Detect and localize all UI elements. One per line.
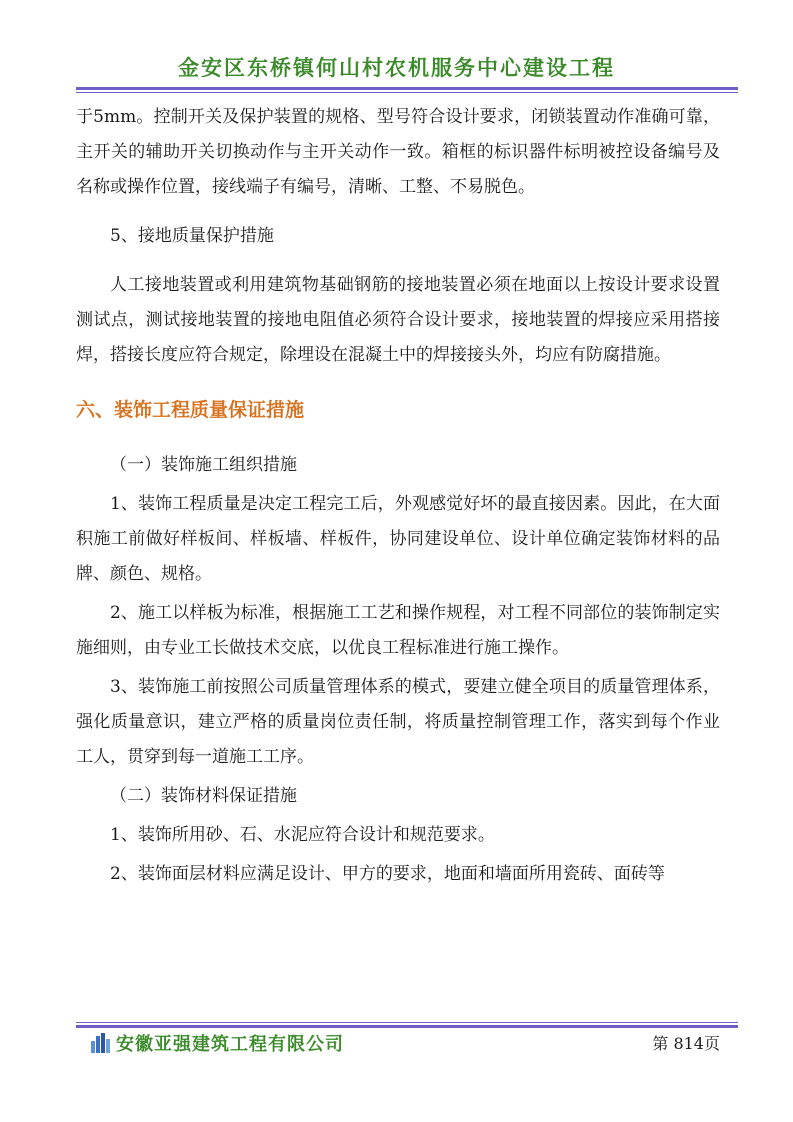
list-item: 2、装饰面层材料应满足设计、甲方的要求，地面和墙面所用瓷砖、面砖等: [110, 864, 665, 884]
footer-rule-thick: [76, 1025, 738, 1028]
header-title: 金安区东桥镇何山村农机服务中心建设工程: [178, 56, 615, 80]
header-rule-thick: [76, 87, 738, 90]
header-rule-thin: [76, 92, 738, 93]
document-body: [76, 100, 720, 892]
subheading-organization: （一）装饰施工组织措施: [110, 455, 297, 475]
paragraph-grounding: 人工接地装置或利用建筑物基础钢筋的接地装置必须在地面以上按设计要求设置测试点，测试接地装置的接地电阻值必须符合设计要求，接地装置的焊接应采用搭接焊，搭接长度应符合规定，除埋设在混凝土中的焊接接头外，均应有防腐措施。: [76, 275, 720, 365]
footer-company-name: 安徽亚强建筑工程有限公司: [116, 1034, 344, 1055]
paragraph-switch-spec: 于5mm。控制开关及保护装置的规格、型号符合设计要求，闭锁装置动作准确可靠，主开关的辅助开关切换动作与主开关动作一致。箱框的标识器件标明被控设备编号及名称或操作位置，接线端子有编号，清晰、工整、不易脱色。: [76, 107, 720, 197]
heading-grounding: 5、接地质量保护措施: [110, 226, 274, 246]
list-item: 1、装饰工程质量是决定工程完工后，外观感觉好坏的最直接因素。因此，在大面积施工前做好样板间、样板墙、样板件，协同建设单位、设计单位确定装饰材料的品牌、颜色、规格。: [76, 494, 720, 584]
list-item: 3、装饰施工前按照公司质量管理体系的模式，要建立健全项目的质量管理体系，强化质量意识，建立严格的质量岗位责任制，将质量控制管理工作，落实到每个作业工人，贯穿到每一道施工工序。: [76, 677, 720, 767]
subheading-materials: （二）装饰材料保证措施: [110, 786, 297, 806]
building-logo-icon: [90, 1033, 112, 1053]
list-item: 1、装饰所用砂、石、水泥应符合设计和规范要求。: [110, 825, 495, 845]
section-heading-decoration: 六、装饰工程质量保证措施: [76, 399, 305, 421]
page-number: 第 814页: [652, 1034, 720, 1053]
list-item: 2、施工以样板为标准，根据施工工艺和操作规程，对工程不同部位的装饰制定实施细则，由专业工长做技术交底，以优良工程标准进行施工操作。: [76, 603, 720, 658]
footer-rule-thin: [76, 1022, 738, 1023]
